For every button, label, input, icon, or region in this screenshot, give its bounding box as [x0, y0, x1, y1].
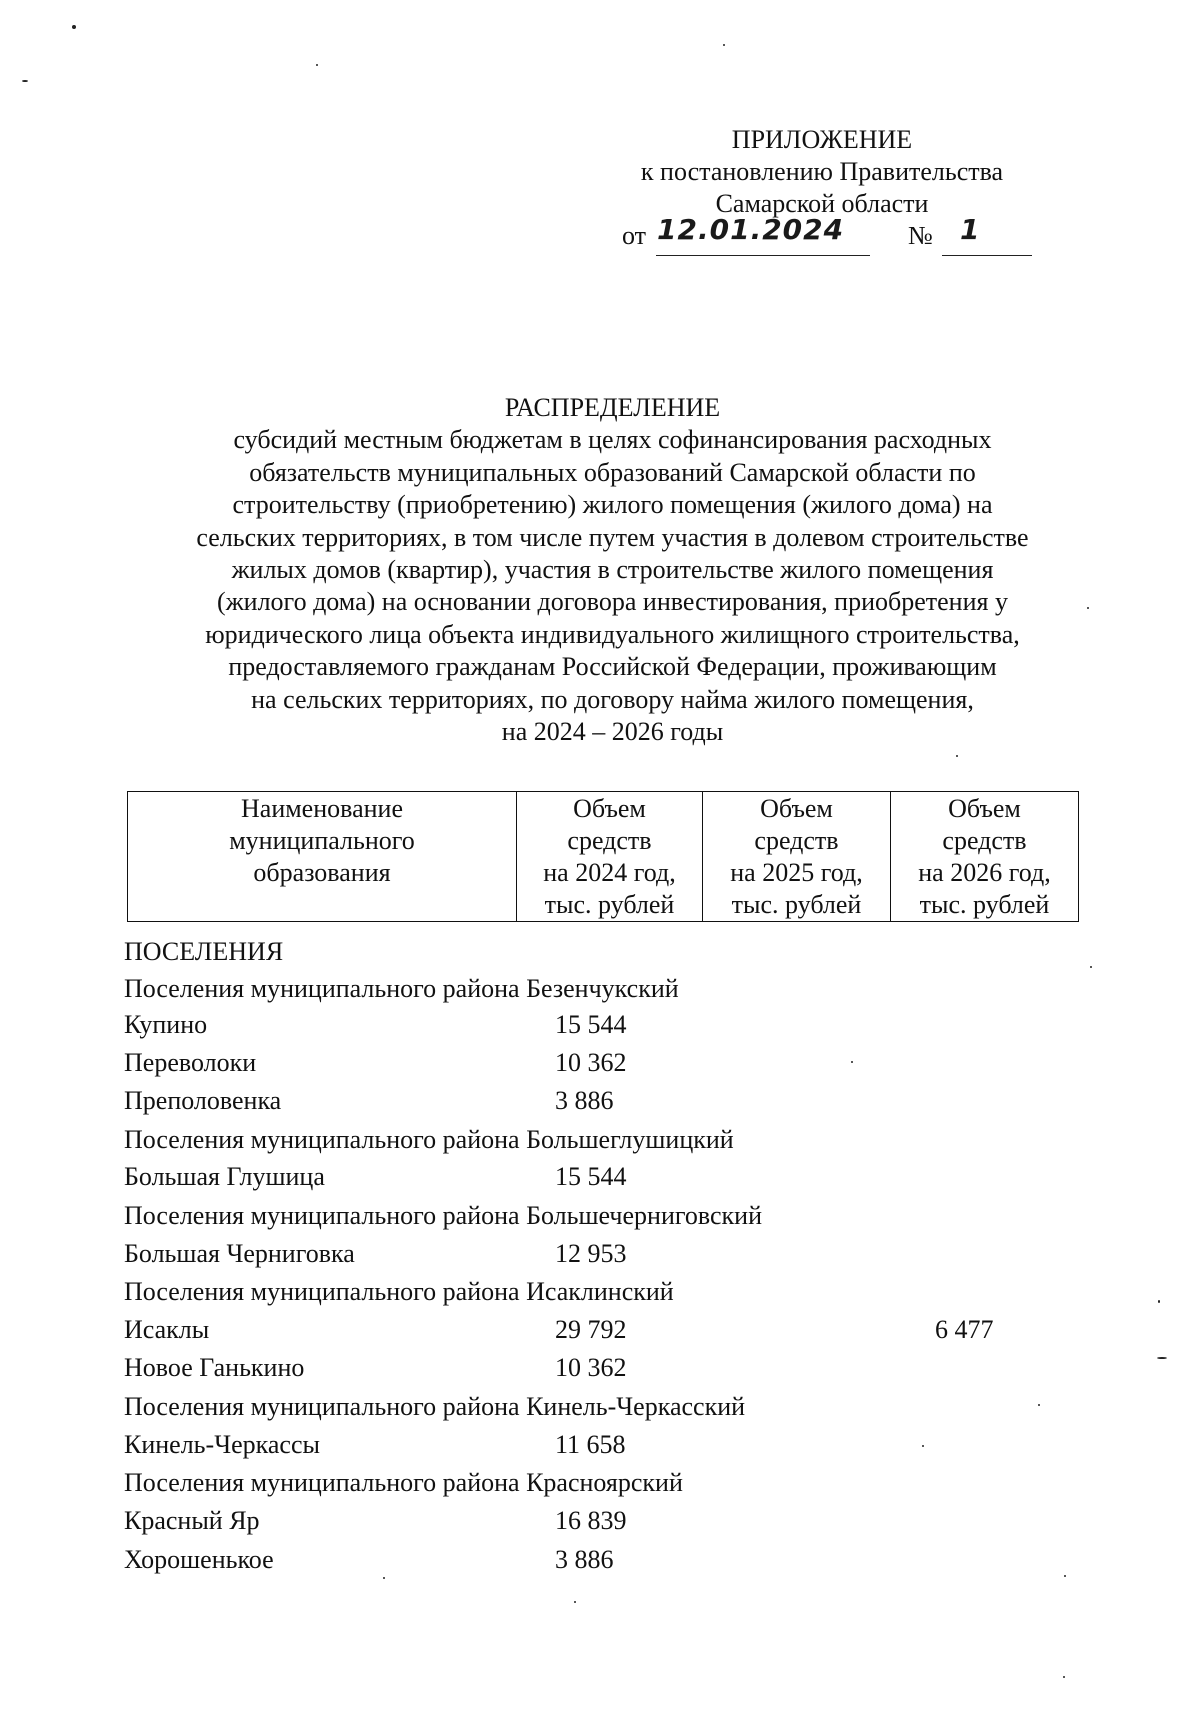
decree-number: 1 — [960, 213, 981, 246]
municipality-name: Поселения муниципального района Кинель-Черкасский — [124, 1392, 746, 1421]
amount-2024: 29 792 — [555, 1315, 627, 1344]
subtitle-line: сельских территориях, в том числе путем участия в долевом строительстве — [196, 522, 1029, 552]
municipality-name: Новое Ганькино — [124, 1353, 305, 1382]
municipality-name: Поселения муниципального района Большечерниговский — [124, 1201, 763, 1230]
group-heading-row — [0, 1464, 1200, 1502]
amount-2024: 10 362 — [555, 1048, 627, 1077]
appendix-block — [612, 124, 1032, 260]
municipality-name: Переволоки — [124, 1048, 257, 1077]
municipality-name: Большая Черниговка — [124, 1239, 355, 1268]
header-municipality: Наименование муниципального образования — [128, 792, 517, 922]
municipality-name: Поселения муниципального района Безенчукский — [124, 974, 679, 1003]
group-heading-row — [0, 1197, 1200, 1235]
table-row — [0, 1502, 1200, 1540]
subtitle-line: строительству (приобретению) жилого помещения (жилого дома) на — [232, 490, 993, 520]
amount-2024: 3 886 — [555, 1086, 614, 1115]
document-heading — [120, 392, 1105, 748]
municipality-name: Кинель-Черкассы — [124, 1430, 320, 1459]
subtitle-line: предоставляемого гражданам Российской Федерации, проживающим — [228, 652, 997, 682]
header-2026: Объем средств на 2026 год, тыс. рублей — [891, 792, 1079, 922]
amount-2024: 11 658 — [555, 1430, 626, 1459]
municipality-name: Большая Глушица — [124, 1162, 325, 1191]
municipality-name: Красный Яр — [124, 1506, 260, 1535]
table-row — [0, 1235, 1200, 1273]
group-heading-row — [0, 1273, 1200, 1311]
appendix-title: ПРИЛОЖЕНИЕ — [731, 125, 913, 154]
municipality-name: Исаклы — [124, 1315, 210, 1344]
date-underline — [656, 255, 870, 256]
decree-date-number-line — [612, 213, 1032, 260]
table-row — [0, 1044, 1200, 1082]
from-label: от — [622, 221, 647, 250]
table-header — [127, 791, 1079, 922]
table-row — [0, 1349, 1200, 1387]
table-row — [0, 1541, 1200, 1579]
table-row — [0, 1426, 1200, 1464]
municipality-name: Поселения муниципального района Исаклинский — [124, 1277, 674, 1306]
amount-2024: 15 544 — [555, 1162, 627, 1191]
subtitle-line: обязательств муниципальных образований Самарской области по — [249, 457, 976, 487]
municipality-name: Преполовенка — [124, 1086, 282, 1115]
appendix-line-1: к постановлению Правительства — [640, 157, 1004, 186]
table-header-row — [128, 792, 1079, 922]
amount-2024: 3 886 — [555, 1545, 614, 1574]
table-row — [0, 1158, 1200, 1196]
subtitle-line: жилых домов (квартир), участия в строительстве жилого помещения — [231, 555, 994, 585]
subtitle-line: юридического лица объекта индивидуального жилищного строительства, — [205, 619, 1020, 649]
appendix-line-2: Самарской области — [715, 189, 929, 218]
number-underline — [942, 255, 1032, 256]
subtitle-line: на сельских территориях, по договору найма жилого помещения, — [251, 684, 974, 714]
group-heading-row — [0, 970, 1200, 1008]
amount-2024: 12 953 — [555, 1239, 627, 1268]
municipality-name: Поселения муниципального района Красноярский — [124, 1468, 683, 1497]
municipality-name: Хорошенькое — [124, 1545, 274, 1574]
table-row — [0, 1006, 1200, 1044]
subtitle-line: субсидий местным бюджетам в целях софинансирования расходных — [233, 425, 992, 455]
subtitle-line: на 2024 – 2026 годы — [501, 717, 724, 747]
subtitle-line: (жилого дома) на основании договора инвестирования, приобретения у — [217, 587, 1008, 617]
table-row — [0, 1082, 1200, 1120]
group-heading-row — [0, 1121, 1200, 1159]
number-label: № — [908, 221, 933, 250]
municipality-name: ПОСЕЛЕНИЯ — [124, 937, 284, 966]
document-title: РАСПРЕДЕЛЕНИЕ — [504, 393, 721, 422]
amount-2024: 16 839 — [555, 1506, 627, 1535]
header-2024: Объем средств на 2024 год, тыс. рублей — [517, 792, 703, 922]
amount-2026: 6 477 — [935, 1315, 994, 1344]
table-row — [0, 1311, 1200, 1349]
amount-2024: 15 544 — [555, 1010, 627, 1039]
group-heading-row — [0, 1388, 1200, 1426]
group-heading-row — [0, 933, 1200, 971]
amount-2024: 10 362 — [555, 1353, 627, 1382]
decree-date: 12.01.2024 — [657, 213, 845, 246]
municipality-name: Поселения муниципального района Большеглушицкий — [124, 1125, 734, 1154]
municipality-name: Купино — [124, 1010, 208, 1039]
header-2025: Объем средств на 2025 год, тыс. рублей — [703, 792, 891, 922]
